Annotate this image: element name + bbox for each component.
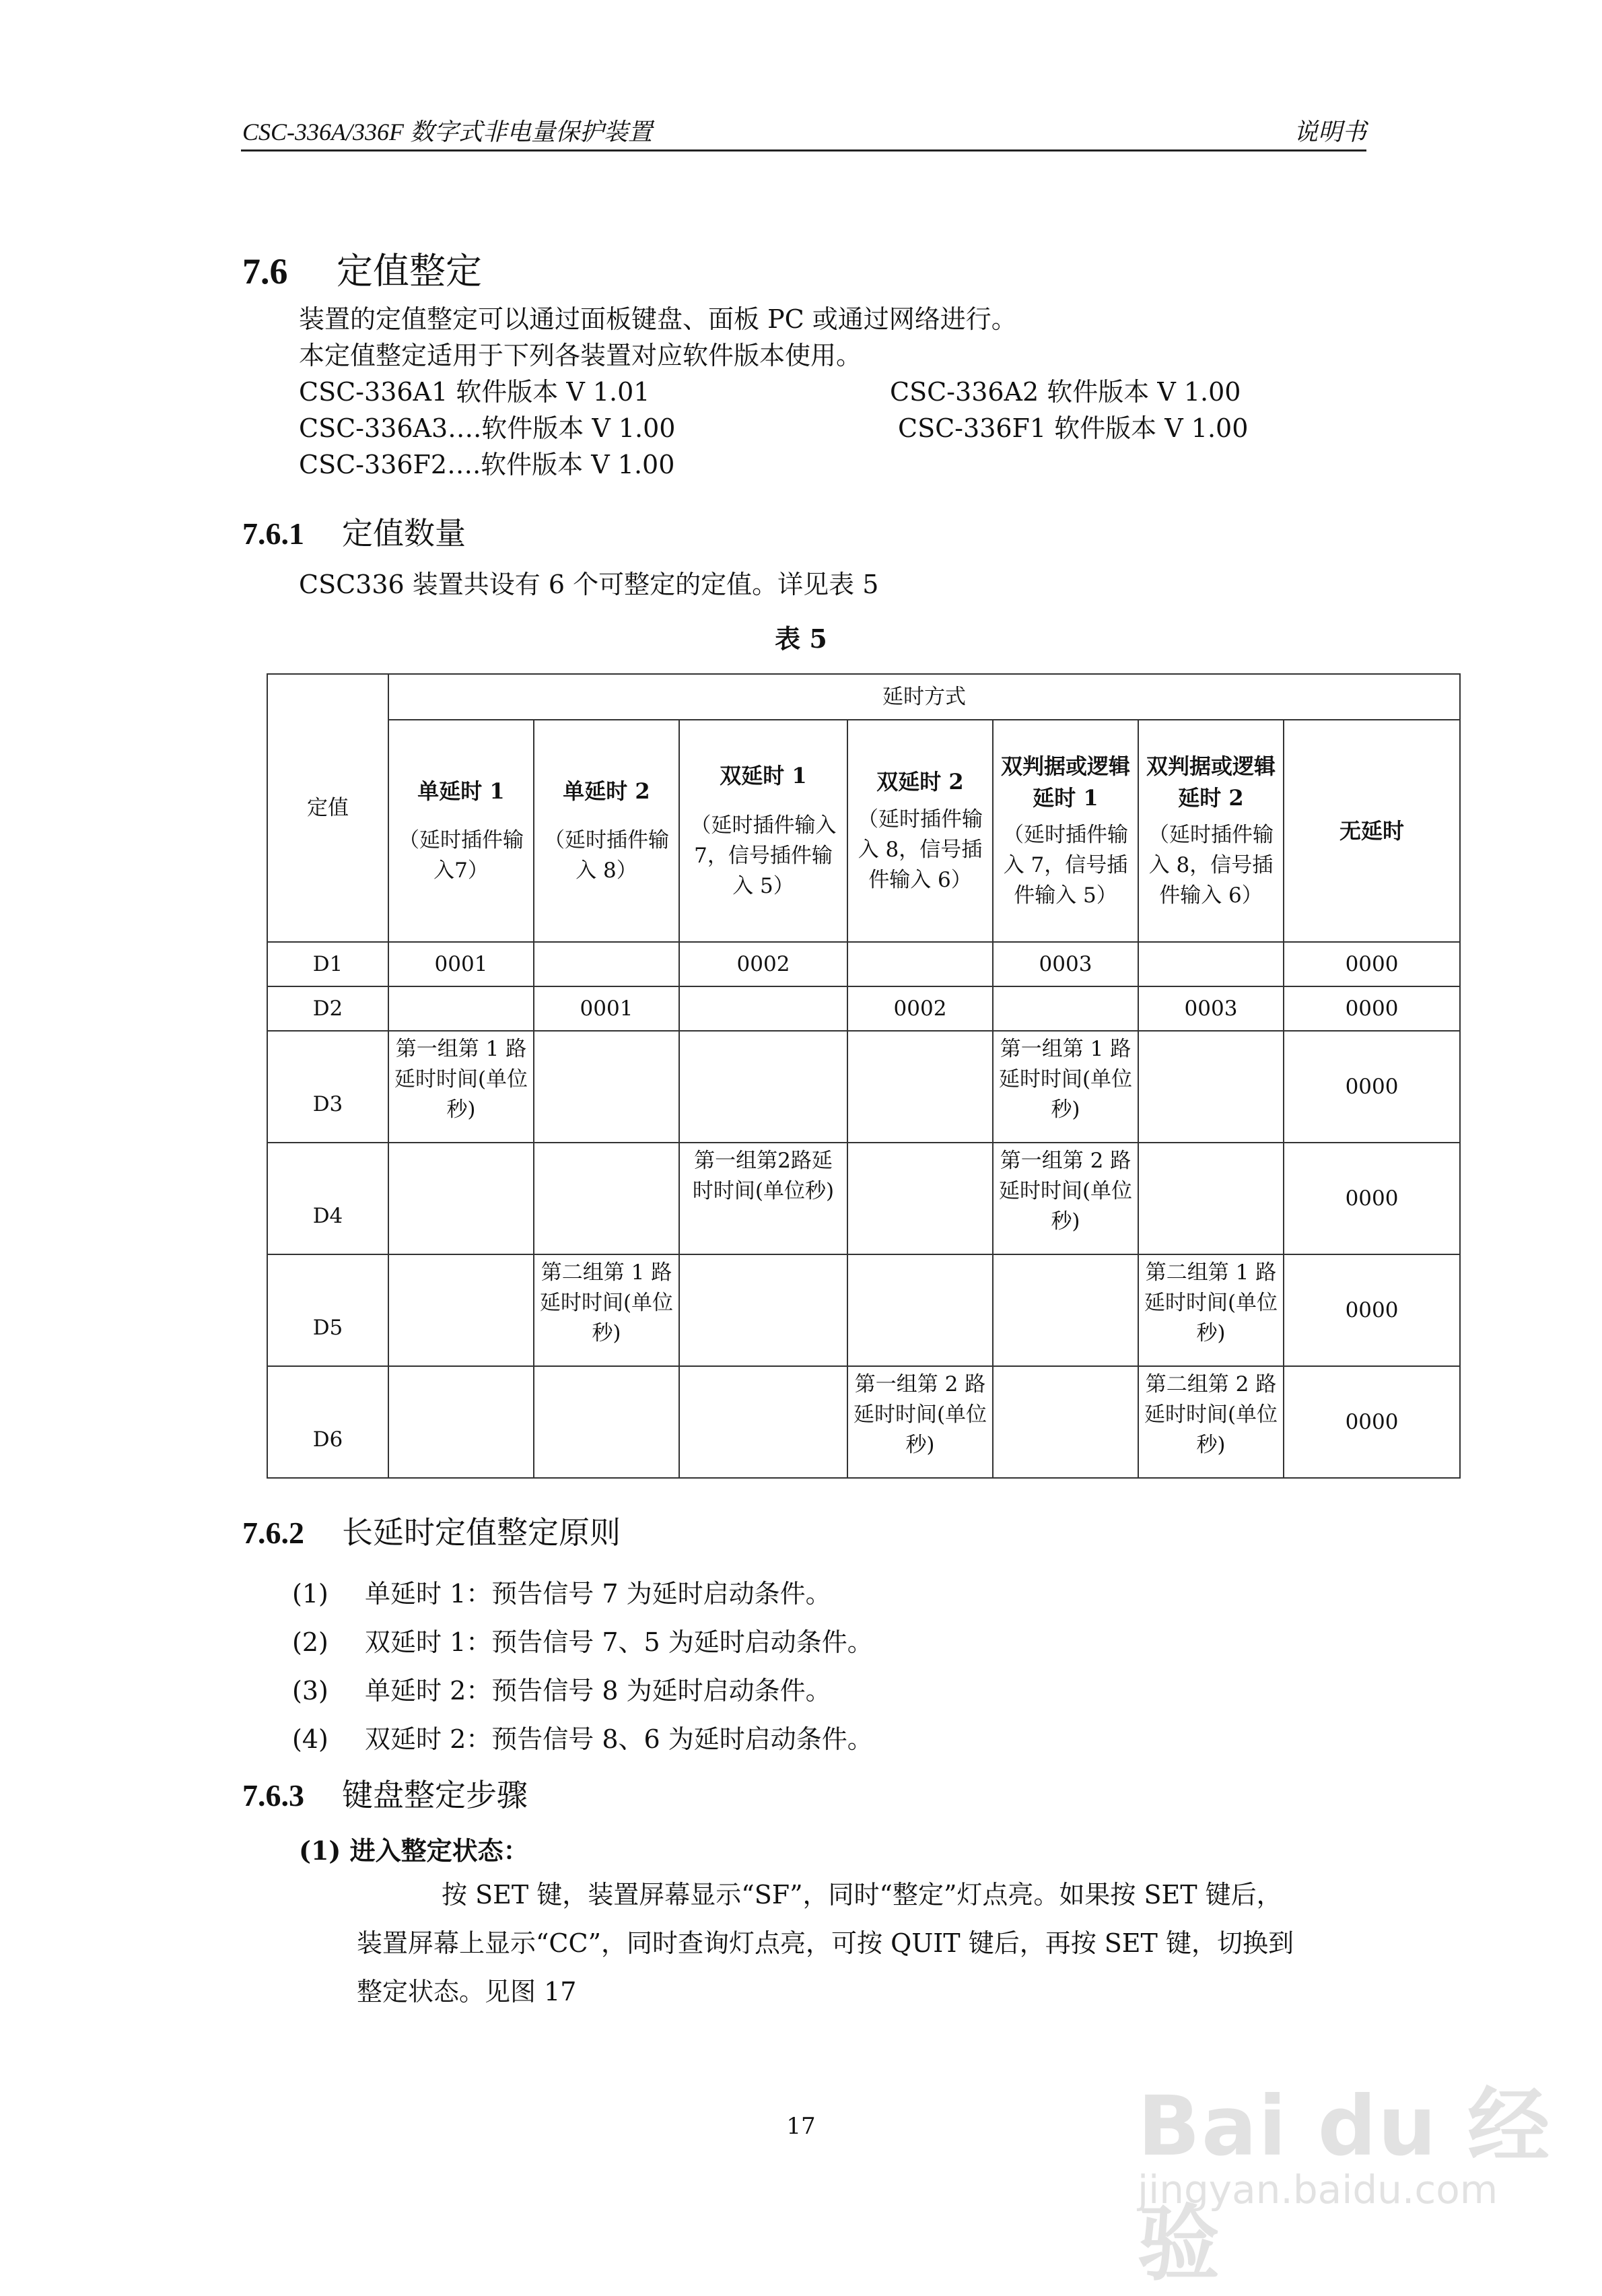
watermark-logo: Bai du 经验 — [1138, 2079, 1552, 2292]
column-title: 单延时 1 — [417, 778, 505, 804]
group-header-cell: 延时方式 — [388, 674, 1460, 720]
step-paragraph-line: 装置屏幕上显示“CC”，同时查询灯点亮，可按 QUIT 键后，再按 SET 键，切换到 — [357, 1928, 1294, 1958]
header-doc-type: 说明书 — [1293, 119, 1366, 145]
subsection-heading-762 — [242, 1508, 621, 1553]
table-cell — [534, 1143, 679, 1254]
subsection-heading-763 — [242, 1771, 528, 1815]
list-item — [292, 1573, 831, 1610]
table-cell: 第一组第 1 路延时时间(单位秒) — [993, 1031, 1138, 1143]
column-title: 无延时 — [1339, 817, 1405, 844]
table-cell — [993, 986, 1138, 1031]
column-header — [993, 720, 1138, 942]
section-title: 定值整定 — [337, 250, 482, 292]
table-header-row — [267, 674, 1460, 720]
column-note: （延时插件输入 7，信号插件输入 5） — [1003, 822, 1128, 908]
list-item-number: (4) — [292, 1724, 328, 1754]
column-title: 双延时 1 — [720, 763, 807, 789]
table-cell: 第一组第 2 路延时时间(单位秒) — [847, 1366, 993, 1478]
header-title: CSC-336A/336F 数字式非电量保护装置 — [242, 119, 652, 145]
version-line: CSC-336A2 软件版本 V 1.00 — [890, 377, 1241, 407]
table-cell: 0000 — [1284, 1254, 1460, 1366]
column-title: 单延时 2 — [563, 778, 650, 804]
column-header — [679, 720, 847, 942]
row-header-cell: 定值 — [267, 674, 388, 942]
page-number: 17 — [786, 2113, 816, 2140]
subsection-number: 7.6.3 — [242, 1778, 304, 1813]
column-note: （延时插件输入 7，信号插件输入 5） — [690, 813, 837, 898]
version-line: CSC-336A1 软件版本 V 1.01 — [299, 377, 650, 407]
step-title: (1) 进入整定状态： — [299, 1835, 529, 1866]
subsection-heading-761 — [242, 509, 466, 553]
row-label: D4 — [267, 1143, 388, 1254]
table-cell: 0002 — [847, 986, 993, 1031]
column-header-row — [267, 720, 1460, 942]
table-cell — [1138, 1031, 1284, 1143]
row-label: D5 — [267, 1254, 388, 1366]
table-cell: 第二组第 1 路延时时间(单位秒) — [1138, 1254, 1284, 1366]
table-caption: 表 5 — [775, 623, 827, 654]
table-cell: 0003 — [1138, 986, 1284, 1031]
step-paragraph-line: 整定状态。见图 17 — [357, 1977, 577, 2006]
table-cell — [679, 1366, 847, 1478]
table-cell — [534, 942, 679, 986]
table-cell: 0000 — [1284, 1031, 1460, 1143]
list-item — [292, 1670, 831, 1707]
table-cell — [388, 1143, 534, 1254]
table-cell — [534, 1031, 679, 1143]
table-cell — [534, 1366, 679, 1478]
section-heading — [242, 242, 482, 294]
table-cell — [388, 986, 534, 1031]
column-header — [1138, 720, 1284, 942]
subsection-title: 长延时定值整定原则 — [342, 1514, 621, 1551]
intro-paragraph-1: 装置的定值整定可以通过面板键盘、面板 PC 或通过网络进行。 — [299, 304, 1017, 334]
table-row — [267, 1254, 1460, 1366]
list-item-number: (1) — [292, 1579, 328, 1609]
intro-paragraph-2: 本定值整定适用于下列各装置对应软件版本使用。 — [299, 341, 862, 370]
table-cell: 第一组第2路延时时间(单位秒) — [679, 1143, 847, 1254]
table-cell: 0001 — [534, 986, 679, 1031]
row-label: D6 — [267, 1366, 388, 1478]
table-cell — [847, 1031, 993, 1143]
header-rule — [241, 149, 1366, 151]
list-item-number: (2) — [292, 1627, 328, 1657]
row-label: D3 — [267, 1031, 388, 1143]
column-note: （延时插件输入 8，信号插件输入 6） — [1148, 822, 1274, 908]
version-line: CSC-336A3….软件版本 V 1.00 — [299, 413, 676, 443]
subsection-number: 7.6.2 — [242, 1516, 304, 1550]
table-cell — [847, 1143, 993, 1254]
subsection-title: 键盘整定步骤 — [342, 1777, 528, 1813]
table-cell — [679, 1254, 847, 1366]
table-cell — [993, 1366, 1138, 1478]
column-header — [388, 720, 534, 942]
table-cell — [993, 1254, 1138, 1366]
table-cell — [679, 986, 847, 1031]
watermark-url: jingyan.baidu.com — [1138, 2167, 1498, 2213]
list-item — [292, 1621, 873, 1658]
table-row — [267, 1366, 1460, 1478]
column-header — [534, 720, 679, 942]
row-label: D2 — [267, 986, 388, 1031]
list-item — [292, 1718, 873, 1755]
table-cell: 0003 — [993, 942, 1138, 986]
table-cell — [388, 1254, 534, 1366]
table-row — [267, 986, 1460, 1031]
version-line: CSC-336F1 软件版本 V 1.00 — [898, 413, 1249, 443]
table-row — [267, 1031, 1460, 1143]
table-cell — [679, 1031, 847, 1143]
table-cell: 第二组第 2 路延时时间(单位秒) — [1138, 1366, 1284, 1478]
list-item-text: 双延时 1：预告信号 7、5 为延时启动条件。 — [365, 1627, 873, 1657]
subsection-title: 定值数量 — [342, 515, 466, 551]
table-row — [267, 1143, 1460, 1254]
table-cell — [1138, 942, 1284, 986]
section-number: 7.6 — [242, 251, 288, 292]
subsection-number: 7.6.1 — [242, 516, 304, 551]
column-title: 双判据或逻辑延时 1 — [1000, 753, 1130, 811]
column-header — [847, 720, 993, 942]
version-line: CSC-336F2….软件版本 V 1.00 — [299, 450, 675, 479]
list-item-number: (3) — [292, 1676, 328, 1706]
column-title: 双判据或逻辑延时 2 — [1146, 753, 1276, 811]
table-cell: 0000 — [1284, 986, 1460, 1031]
table-cell — [847, 942, 993, 986]
step-paragraph-line: 按 SET 键，装置屏幕显示“SF”，同时“整定”灯点亮。如果按 SET 键后， — [442, 1880, 1282, 1910]
table-cell — [1138, 1143, 1284, 1254]
table-cell: 0002 — [679, 942, 847, 986]
table-cell: 0000 — [1284, 1366, 1460, 1478]
column-note: （延时插件输入7） — [398, 828, 524, 883]
table-row — [267, 942, 1460, 986]
table-cell: 0001 — [388, 942, 534, 986]
column-note: （延时插件输入 8） — [544, 828, 669, 883]
table-cell — [388, 1366, 534, 1478]
column-title: 双延时 2 — [876, 769, 964, 795]
table-cell: 第二组第 1 路延时时间(单位秒) — [534, 1254, 679, 1366]
table-cell: 第一组第 2 路延时时间(单位秒) — [993, 1143, 1138, 1254]
column-note: （延时插件输入 8，信号插件输入 6） — [858, 807, 983, 892]
table-cell — [847, 1254, 993, 1366]
table-cell: 第一组第 1 路延时时间(单位秒) — [388, 1031, 534, 1143]
table-cell: 0000 — [1284, 1143, 1460, 1254]
row-label: D1 — [267, 942, 388, 986]
list-item-text: 单延时 2：预告信号 8 为延时启动条件。 — [365, 1676, 831, 1706]
table-cell: 0000 — [1284, 942, 1460, 986]
settings-table — [267, 673, 1461, 1479]
list-item-text: 单延时 1：预告信号 7 为延时启动条件。 — [365, 1579, 831, 1609]
column-header — [1284, 720, 1460, 942]
sec761-paragraph: CSC336 装置共设有 6 个可整定的定值。详见表 5 — [299, 570, 879, 599]
list-item-text: 双延时 2：预告信号 8、6 为延时启动条件。 — [365, 1724, 873, 1754]
